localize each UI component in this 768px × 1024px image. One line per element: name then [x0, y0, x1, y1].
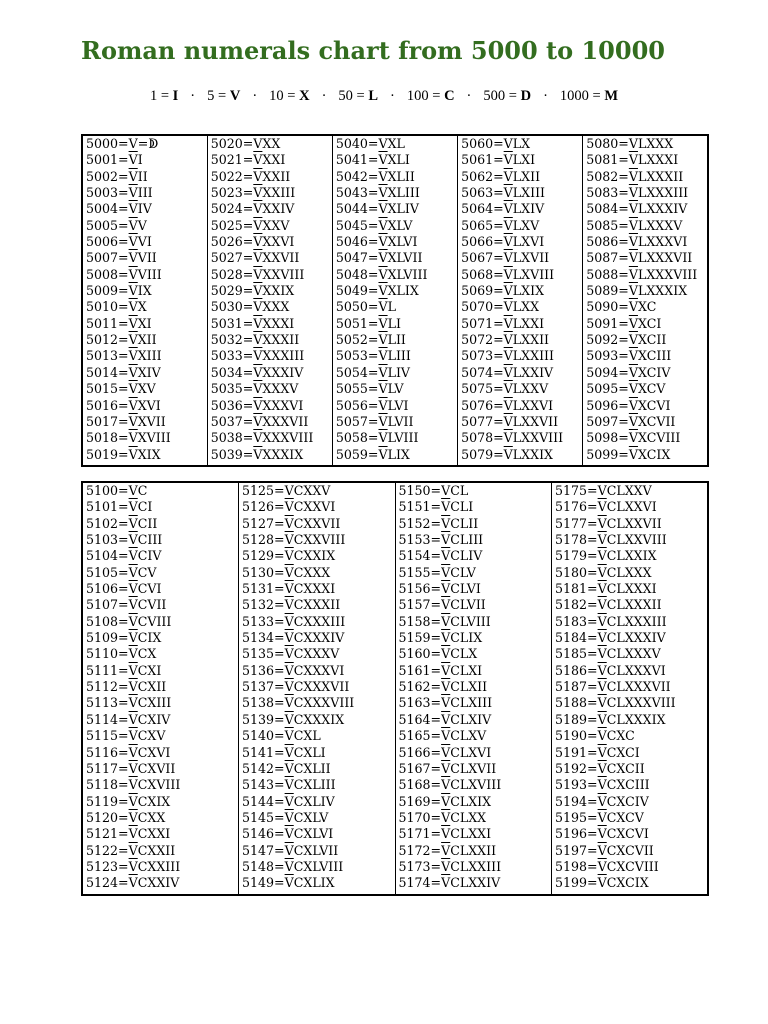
numeral-column — [82, 482, 239, 895]
legend-value: 50 — [338, 88, 353, 104]
numeral-entry: $5085=\overline{V}LXXXV$ — [586, 217, 683, 233]
legend-separator: · — [190, 88, 196, 104]
legend-value: 1000 — [559, 88, 589, 104]
numeral-column — [583, 135, 708, 466]
numeral-entry: $5141=\overline{V}CXLI$ — [242, 744, 326, 760]
numeral-entry: $5032=\overline{V}XXXII$ — [210, 332, 300, 348]
numeral-entry: $5024=\overline{V}XXIV$ — [210, 201, 295, 217]
numeral-entry: $5131=\overline{V}CXXXI$ — [242, 581, 336, 597]
numeral-entry: $5190=\overline{V}CXC$ — [555, 728, 635, 744]
numeral-column — [82, 135, 207, 466]
legend-item: 5 = V — [207, 88, 241, 104]
numeral-entry: $5013=\overline{V}XIII$ — [86, 348, 162, 364]
numeral-entry: $5058=\overline{V}LVIII$ — [335, 430, 419, 446]
numeral-entry: $5186=\overline{V}CLXXXVI$ — [555, 662, 666, 678]
numeral-entry: $5178=\overline{V}CLXXVIII$ — [555, 532, 667, 548]
numeral-entry: $5055=\overline{V}LV$ — [335, 381, 404, 397]
numeral-entry: $5075=\overline{V}LXXV$ — [461, 381, 549, 397]
numeral-entry: $5047=\overline{V}XLVII$ — [335, 250, 423, 266]
numeral-entry: $5169=\overline{V}CLXIX$ — [398, 793, 492, 809]
numeral-entry: $5057=\overline{V}LVII$ — [335, 413, 414, 429]
numeral-entry: $5152=\overline{V}CLII$ — [398, 515, 479, 531]
numeral-entry: $5091=\overline{V}XCI$ — [586, 315, 662, 331]
numeral-entry: $5101=\overline{V}CI$ — [86, 499, 153, 515]
numeral-entry: $5028=\overline{V}XXVIII$ — [210, 266, 305, 282]
numeral-entry: $5053=\overline{V}LIII$ — [335, 348, 411, 364]
numeral-entry: $5096=\overline{V}XCVI$ — [586, 397, 671, 413]
numeral-entry: $5122=\overline{V}CXXII$ — [86, 842, 176, 858]
numeral-entry: $5146=\overline{V}CXLVI$ — [242, 826, 334, 842]
numeral-entry: $5063=\overline{V}LXIII$ — [461, 185, 546, 201]
numeral-entry: $5082=\overline{V}LXXXII$ — [586, 168, 684, 184]
legend-separator: · — [321, 88, 327, 104]
numeral-legend — [0, 88, 768, 105]
numeral-entry: $5192=\overline{V}CXCII$ — [555, 760, 645, 776]
numeral-entry: $5177=\overline{V}CLXXVII$ — [555, 515, 662, 531]
legend-symbol: X — [299, 88, 310, 104]
numeral-entry: $5046=\overline{V}XLVI$ — [335, 234, 418, 250]
numeral-entry: $5050=\overline{V}L$ — [335, 299, 396, 315]
numeral-entry: $5164=\overline{V}CLXIV$ — [398, 711, 492, 727]
numeral-entry: $5087=\overline{V}LXXXVII$ — [586, 250, 693, 266]
legend-symbol: D — [520, 88, 532, 104]
legend-symbol: I — [172, 88, 179, 104]
numeral-entry: $5017=\overline{V}XVII$ — [86, 413, 166, 429]
numeral-entry: $5147=\overline{V}CXLVII$ — [242, 842, 339, 858]
legend-item: 1000 = M — [559, 88, 619, 104]
legend-item: 10 = X — [269, 88, 310, 104]
numeral-entry: 5000=V=ↁ — [86, 136, 159, 151]
numeral-entry: $5144=\overline{V}CXLIV$ — [242, 793, 335, 809]
numeral-entry: $5174=\overline{V}CLXXIV$ — [398, 875, 501, 891]
numeral-entry: $5086=\overline{V}LXXXVI$ — [586, 234, 688, 250]
numeral-column — [552, 482, 709, 895]
numeral-entry: $5022=\overline{V}XXII$ — [210, 168, 291, 184]
numeral-entry: $5111=\overline{V}CXI$ — [86, 662, 162, 678]
numeral-entry: $5158=\overline{V}CLVIII$ — [398, 613, 491, 629]
numeral-entry: $5161=\overline{V}CLXI$ — [398, 662, 483, 678]
numeral-entry: $5194=\overline{V}CXCIV$ — [555, 793, 649, 809]
numeral-entry: $5051=\overline{V}LI$ — [335, 315, 401, 331]
numeral-entry: $5048=\overline{V}XLVIII$ — [335, 266, 428, 282]
numeral-entry: $5149=\overline{V}CXLIX$ — [242, 875, 335, 891]
numeral-entry: $5123=\overline{V}CXXIII$ — [86, 858, 181, 874]
numeral-entry: $5100=\overline{V}C$ — [86, 483, 148, 498]
numeral-entry: $5153=\overline{V}CLIII$ — [398, 532, 484, 548]
numeral-entry: $5052=\overline{V}LII$ — [335, 332, 406, 348]
numeral-entry: $5120=\overline{V}CXX$ — [86, 809, 166, 825]
numeral-entry: $5154=\overline{V}CLIV$ — [398, 548, 483, 564]
numeral-entry: $5137=\overline{V}CXXXVII$ — [242, 679, 350, 695]
numeral-entry: $5031=\overline{V}XXXI$ — [210, 315, 295, 331]
legend-separator: · — [543, 88, 548, 104]
numeral-entry: $5014=\overline{V}XIV$ — [86, 364, 161, 380]
numeral-entry: $5094=\overline{V}XCIV$ — [586, 364, 671, 380]
numeral-entry: $5191=\overline{V}CXCI$ — [555, 744, 640, 760]
legend-item: 100 = C — [406, 88, 455, 104]
numeral-entry: $5183=\overline{V}CLXXXIII$ — [555, 613, 667, 629]
numeral-entry: $5034=\overline{V}XXXIV$ — [210, 364, 304, 380]
numeral-entry: $5188=\overline{V}CLXXXVIII$ — [555, 695, 676, 711]
numeral-entry: $5062=\overline{V}LXII$ — [461, 168, 541, 184]
numeral-entry: $5198=\overline{V}CXCVIII$ — [555, 858, 659, 874]
numeral-entry: $5159=\overline{V}CLIX$ — [398, 630, 483, 646]
numeral-entry: $5033=\overline{V}XXXIII$ — [210, 348, 305, 364]
numeral-entry: $5012=\overline{V}XII$ — [86, 332, 157, 348]
numeral-entry: $5182=\overline{V}CLXXXII$ — [555, 597, 662, 613]
numeral-entry: $5156=\overline{V}CLVI$ — [398, 581, 481, 597]
numeral-entry: $5107=\overline{V}CVII$ — [86, 597, 167, 613]
numeral-column — [207, 135, 332, 466]
numeral-column — [332, 135, 457, 466]
numeral-entry: $5124=\overline{V}CXXIV$ — [86, 875, 180, 891]
numeral-entry: $5185=\overline{V}CLXXXV$ — [555, 646, 661, 662]
numeral-entry: $5117=\overline{V}CXVII$ — [86, 760, 176, 776]
numeral-entry: $5070=\overline{V}LXX$ — [461, 299, 540, 315]
numeral-entry: $5093=\overline{V}XCIII$ — [586, 348, 672, 364]
legend-separator: · — [390, 88, 395, 104]
numeral-entry: $5121=\overline{V}CXXI$ — [86, 826, 171, 842]
numeral-entry: $5001=\overline{V}I$ — [86, 152, 143, 168]
numeral-entry: $5099=\overline{V}XCIX$ — [586, 446, 671, 462]
numeral-entry: $5168=\overline{V}CLXVIII$ — [398, 777, 502, 793]
numeral-column — [395, 482, 552, 895]
numeral-entry: $5195=\overline{V}CXCV$ — [555, 809, 644, 825]
numeral-entry: $5090=\overline{V}XC$ — [586, 299, 657, 315]
numeral-entry: $5193=\overline{V}CXCIII$ — [555, 777, 650, 793]
numeral-entry: $5138=\overline{V}CXXXVIII$ — [242, 695, 355, 711]
numeral-entry: $5135=\overline{V}CXXXV$ — [242, 646, 340, 662]
numeral-entry: $5039=\overline{V}XXXIX$ — [210, 446, 304, 462]
numeral-entry: $5073=\overline{V}LXXIII$ — [461, 348, 554, 364]
numeral-entry: $5092=\overline{V}XCII$ — [586, 332, 667, 348]
numeral-entry: $5119=\overline{V}CXIX$ — [86, 793, 171, 809]
numeral-entry: $5110=\overline{V}CX$ — [86, 646, 157, 662]
numeral-entry: $5072=\overline{V}LXXII$ — [461, 332, 550, 348]
numeral-entry: $5189=\overline{V}CLXXXIX$ — [555, 711, 666, 727]
numeral-entry: $5129=\overline{V}CXXIX$ — [242, 548, 336, 564]
numeral-entry: $5064=\overline{V}LXIV$ — [461, 201, 545, 217]
legend-value: 5 — [207, 88, 215, 104]
numeral-entry: $5098=\overline{V}XCVIII$ — [586, 430, 681, 446]
numeral-entry: $5139=\overline{V}CXXXIX$ — [242, 711, 345, 727]
numeral-entry: $5108=\overline{V}CVIII$ — [86, 613, 172, 629]
numeral-entry: $5175=\overline{V}CLXXV$ — [555, 483, 652, 498]
numeral-entry: $5105=\overline{V}CV$ — [86, 564, 157, 580]
numeral-entry: $5080=\overline{V}LXXX$ — [586, 136, 674, 151]
legend-item: 500 = D — [483, 88, 532, 104]
numeral-entry: $5007=\overline{V}VII$ — [86, 250, 157, 266]
numeral-entry: $5060=\overline{V}LX$ — [461, 136, 531, 151]
numeral-entry: $5036=\overline{V}XXXVI$ — [210, 397, 304, 413]
legend-value: 10 — [269, 88, 284, 104]
numeral-entry: $5044=\overline{V}XLIV$ — [335, 201, 419, 217]
numeral-table-5100-5199 — [81, 481, 709, 896]
numeral-entry: $5162=\overline{V}CLXII$ — [398, 679, 488, 695]
numeral-entry: $5118=\overline{V}CXVIII$ — [86, 777, 181, 793]
numeral-entry: $5166=\overline{V}CLXVI$ — [398, 744, 492, 760]
numeral-entry: $5127=\overline{V}CXXVII$ — [242, 515, 341, 531]
numeral-entry: $5010=\overline{V}X$ — [86, 299, 147, 315]
numeral-entry: $5081=\overline{V}LXXXI$ — [586, 152, 679, 168]
numeral-entry: $5009=\overline{V}IX$ — [86, 283, 152, 299]
numeral-entry: $5095=\overline{V}XCV$ — [586, 381, 666, 397]
numeral-entry: $5083=\overline{V}LXXXIII$ — [586, 185, 689, 201]
numeral-entry: $5023=\overline{V}XXIII$ — [210, 185, 296, 201]
numeral-entry: $5026=\overline{V}XXVI$ — [210, 234, 295, 250]
numeral-entry: $5163=\overline{V}CLXIII$ — [398, 695, 493, 711]
numeral-entry: $5142=\overline{V}CXLII$ — [242, 760, 331, 776]
legend-separator: · — [466, 88, 472, 104]
numeral-entry: $5155=\overline{V}CLV$ — [398, 564, 476, 580]
numeral-entry: $5143=\overline{V}CXLIII$ — [242, 777, 336, 793]
numeral-entry: $5103=\overline{V}CIII$ — [86, 532, 163, 548]
numeral-entry: $5134=\overline{V}CXXXIV$ — [242, 630, 345, 646]
numeral-entry: $5125=\overline{V}CXXV$ — [242, 483, 331, 498]
numeral-entry: $5145=\overline{V}CXLV$ — [242, 809, 329, 825]
numeral-entry: $5167=\overline{V}CLXVII$ — [398, 760, 497, 776]
numeral-entry: $5170=\overline{V}CLXX$ — [398, 809, 487, 825]
numeral-entry: $5165=\overline{V}CLXV$ — [398, 728, 487, 744]
legend-symbol: M — [604, 88, 619, 104]
numeral-entry: $5035=\overline{V}XXXV$ — [210, 381, 299, 397]
numeral-entry: $5042=\overline{V}XLII$ — [335, 168, 415, 184]
numeral-entry: $5133=\overline{V}CXXXIII$ — [242, 613, 346, 629]
numeral-entry: $5157=\overline{V}CLVII$ — [398, 597, 486, 613]
numeral-entry: $5078=\overline{V}LXXVIII$ — [461, 430, 564, 446]
numeral-entry: $5160=\overline{V}CLX$ — [398, 646, 478, 662]
legend-symbol: V — [229, 88, 241, 104]
numeral-entry: $5025=\overline{V}XXV$ — [210, 217, 290, 233]
numeral-entry: $5018=\overline{V}XVIII$ — [86, 430, 171, 446]
numeral-entry: $5176=\overline{V}CLXXVI$ — [555, 499, 657, 515]
numeral-column — [458, 135, 583, 466]
numeral-entry: $5115=\overline{V}CXV$ — [86, 728, 166, 744]
numeral-entry: $5116=\overline{V}CXVI$ — [86, 744, 171, 760]
numeral-column — [239, 482, 396, 895]
page-title: Roman numerals chart from 5000 to 10000 — [81, 36, 665, 65]
legend-item: 1 = I — [149, 88, 179, 104]
legend-symbol: C — [444, 88, 455, 104]
legend-separator: · — [252, 88, 258, 104]
numeral-table-5000-5099 — [81, 134, 709, 467]
numeral-entry: $5109=\overline{V}CIX$ — [86, 630, 162, 646]
numeral-entry: $5045=\overline{V}XLV$ — [335, 217, 413, 233]
numeral-entry: $5181=\overline{V}CLXXXI$ — [555, 581, 657, 597]
numeral-entry: $5102=\overline{V}CII$ — [86, 515, 158, 531]
numeral-entry: $5049=\overline{V}XLIX$ — [335, 283, 419, 299]
numeral-entry: $5136=\overline{V}CXXXVI$ — [242, 662, 345, 678]
legend-item: 50 = L — [338, 88, 379, 104]
numeral-entry: $5008=\overline{V}VIII$ — [86, 266, 162, 282]
numeral-entry: $5016=\overline{V}XVI$ — [86, 397, 161, 413]
numeral-entry: $5179=\overline{V}CLXXIX$ — [555, 548, 657, 564]
numeral-entry: $5104=\overline{V}CIV$ — [86, 548, 162, 564]
numeral-entry: $5015=\overline{V}XV$ — [86, 381, 156, 397]
numeral-entry: $5180=\overline{V}CLXXX$ — [555, 564, 652, 580]
numeral-entry: $5173=\overline{V}CLXXIII$ — [398, 858, 502, 874]
numeral-entry: $5067=\overline{V}LXVII$ — [461, 250, 550, 266]
numeral-entry: $5089=\overline{V}LXXXIX$ — [586, 283, 688, 299]
numeral-entry: $5071=\overline{V}LXXI$ — [461, 315, 545, 331]
numeral-entry: $5151=\overline{V}CLI$ — [398, 499, 474, 515]
numeral-entry: $5041=\overline{V}XLI$ — [335, 152, 410, 168]
numeral-entry: $5077=\overline{V}LXXVII$ — [461, 413, 559, 429]
numeral-entry: $5005=\overline{V}V$ — [86, 217, 147, 233]
numeral-entry: $5059=\overline{V}LIX$ — [335, 446, 410, 462]
numeral-entry: $5069=\overline{V}LXIX$ — [461, 283, 545, 299]
legend-value: 500 — [483, 88, 506, 104]
legend-value: 1 — [149, 88, 158, 104]
numeral-entry: $5065=\overline{V}LXV$ — [461, 217, 540, 233]
numeral-entry: $5027=\overline{V}XXVII$ — [210, 250, 300, 266]
numeral-entry: $5113=\overline{V}CXIII$ — [86, 695, 172, 711]
numeral-entry: $5171=\overline{V}CLXXI$ — [398, 826, 492, 842]
numeral-entry: $5112=\overline{V}CXII$ — [86, 679, 167, 695]
numeral-entry: $5019=\overline{V}XIX$ — [86, 446, 161, 462]
numeral-entry: $5076=\overline{V}LXXVI$ — [461, 397, 554, 413]
numeral-entry: $5128=\overline{V}CXXVIII$ — [242, 532, 346, 548]
numeral-entry: $5172=\overline{V}CLXXII$ — [398, 842, 497, 858]
numeral-entry: $5043=\overline{V}XLIII$ — [335, 185, 420, 201]
legend-value: 100 — [406, 88, 429, 104]
numeral-entry: $5148=\overline{V}CXLVIII$ — [242, 858, 344, 874]
numeral-entry: $5088=\overline{V}LXXXVIII$ — [586, 266, 698, 282]
numeral-entry: $5061=\overline{V}LXI$ — [461, 152, 536, 168]
numeral-entry: $5140=\overline{V}CXL$ — [242, 728, 321, 744]
numeral-entry: $5074=\overline{V}LXXIV$ — [461, 364, 554, 380]
numeral-entry: $5199=\overline{V}CXCIX$ — [555, 875, 649, 891]
numeral-entry: $5097=\overline{V}XCVII$ — [586, 413, 676, 429]
numeral-entry: $5038=\overline{V}XXXVIII$ — [210, 430, 314, 446]
numeral-entry: $5132=\overline{V}CXXXII$ — [242, 597, 341, 613]
numeral-entry: $5056=\overline{V}LVI$ — [335, 397, 409, 413]
numeral-entry: $5106=\overline{V}CVI$ — [86, 581, 162, 597]
numeral-entry: $5130=\overline{V}CXXX$ — [242, 564, 331, 580]
numeral-entry: $5030=\overline{V}XXX$ — [210, 299, 290, 315]
numeral-entry: $5126=\overline{V}CXXVI$ — [242, 499, 336, 515]
numeral-entry: $5021=\overline{V}XXI$ — [210, 152, 286, 168]
numeral-entry: $5011=\overline{V}XI$ — [86, 315, 152, 331]
numeral-entry: $5068=\overline{V}LXVIII$ — [461, 266, 555, 282]
numeral-entry: $5079=\overline{V}LXXIX$ — [461, 446, 554, 462]
numeral-entry: $5006=\overline{V}VI$ — [86, 234, 152, 250]
numeral-entry: $5020=\overline{V}XX$ — [210, 136, 281, 151]
numeral-entry: $5029=\overline{V}XXIX$ — [210, 283, 295, 299]
numeral-entry: $5004=\overline{V}IV$ — [86, 201, 152, 217]
numeral-entry: $5054=\overline{V}LIV$ — [335, 364, 411, 380]
numeral-entry: $5040=\overline{V}XL$ — [335, 136, 405, 151]
numeral-entry: $5187=\overline{V}CLXXXVII$ — [555, 679, 671, 695]
numeral-entry: $5002=\overline{V}II$ — [86, 168, 148, 184]
numeral-entry: $5037=\overline{V}XXXVII$ — [210, 413, 309, 429]
numeral-entry: $5084=\overline{V}LXXXIV$ — [586, 201, 688, 217]
numeral-entry: $5150=\overline{V}CL$ — [398, 483, 469, 498]
legend-symbol: L — [368, 88, 379, 104]
numeral-entry: $5003=\overline{V}III$ — [86, 185, 153, 201]
numeral-entry: $5066=\overline{V}LXVI$ — [461, 234, 545, 250]
numeral-entry: $5197=\overline{V}CXCVII$ — [555, 842, 654, 858]
numeral-entry: $5114=\overline{V}CXIV$ — [86, 711, 171, 727]
numeral-entry: $5184=\overline{V}CLXXXIV$ — [555, 630, 666, 646]
numeral-entry: $5196=\overline{V}CXCVI$ — [555, 826, 649, 842]
